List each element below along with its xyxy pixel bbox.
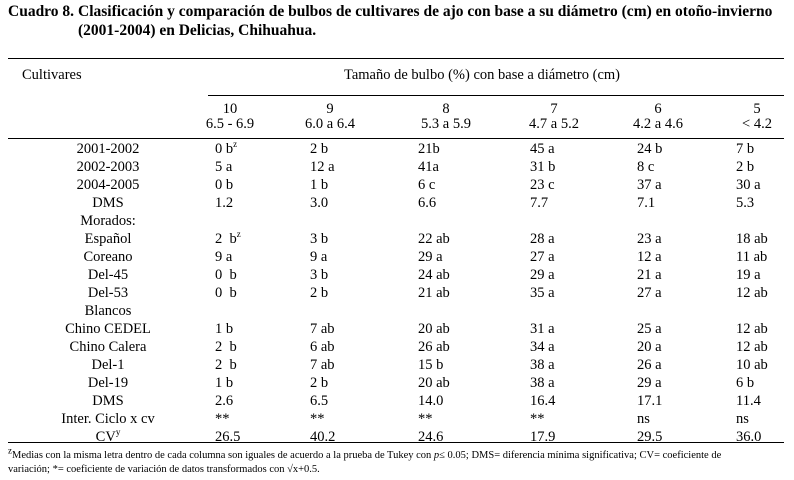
cell-value: 45 a bbox=[530, 141, 555, 157]
column-range: 5.3 a 5.9 bbox=[421, 116, 471, 132]
row-label-text: 2001-2002 bbox=[76, 141, 140, 157]
cell-value: 18 ab bbox=[736, 231, 768, 247]
cell-value: 24 b bbox=[637, 141, 663, 157]
table-cell bbox=[310, 392, 328, 410]
cell-value: 9 a bbox=[310, 249, 328, 265]
table-cell bbox=[215, 284, 237, 302]
table-cell bbox=[418, 284, 450, 302]
row-label bbox=[8, 140, 208, 158]
row-label-text: Español bbox=[84, 231, 132, 247]
top-rule bbox=[8, 58, 784, 59]
cell-value: ** bbox=[530, 411, 545, 427]
cell-value: 12 a bbox=[637, 249, 662, 265]
table-cell bbox=[637, 284, 662, 302]
column-header-3 bbox=[504, 102, 604, 132]
table-cell bbox=[637, 230, 662, 248]
table-cell bbox=[530, 410, 545, 428]
cell-value: 0 b bbox=[215, 285, 237, 301]
cell-value: 36.0 bbox=[736, 429, 762, 445]
column-header-4 bbox=[608, 102, 708, 132]
column-header-5 bbox=[707, 102, 794, 132]
cell-value: 15 b bbox=[418, 357, 444, 373]
table-cell bbox=[310, 194, 328, 212]
cell-value: 40.2 bbox=[310, 429, 336, 445]
cell-value: 12 ab bbox=[736, 285, 768, 301]
table-cell bbox=[418, 428, 443, 446]
row-label bbox=[8, 392, 208, 410]
cell-value: 11 ab bbox=[736, 249, 768, 265]
row-label bbox=[8, 338, 208, 356]
row-label bbox=[8, 374, 208, 392]
cell-value: 2 b bbox=[310, 375, 329, 391]
cell-value: ** bbox=[215, 411, 230, 427]
cell-value: 7.1 bbox=[637, 195, 656, 211]
row-label-text: Inter. Ciclo x cv bbox=[61, 411, 155, 427]
row-label-text: Coreano bbox=[83, 249, 133, 265]
table-cell bbox=[215, 140, 237, 158]
table-cell bbox=[310, 158, 335, 176]
cell-value: 14.0 bbox=[418, 393, 444, 409]
header-subrule bbox=[208, 95, 784, 96]
cell-value: 12 ab bbox=[736, 321, 768, 337]
row-label-text: Del-45 bbox=[87, 267, 129, 283]
table-cell bbox=[530, 176, 555, 194]
cell-value: 17.1 bbox=[637, 393, 663, 409]
table-cell bbox=[530, 392, 555, 410]
table-cell bbox=[530, 266, 555, 284]
cell-value: 24.6 bbox=[418, 429, 444, 445]
column-range: 6.0 a 6.4 bbox=[305, 116, 355, 132]
row-label-text: Blancos bbox=[84, 303, 132, 319]
table-cell bbox=[637, 194, 655, 212]
cell-value: 1 b bbox=[215, 375, 234, 391]
column-header-0 bbox=[180, 102, 280, 132]
cell-value: 38 a bbox=[530, 357, 555, 373]
cell-value: 31 b bbox=[530, 159, 556, 175]
column-number: 9 bbox=[326, 101, 334, 117]
title-line-2: (2001-2004) en Delicias, Chihuahua. bbox=[78, 22, 317, 39]
cell-value: 2.6 bbox=[215, 393, 234, 409]
table-cell bbox=[637, 338, 662, 356]
table-cell bbox=[418, 176, 435, 194]
cell-sup: z bbox=[233, 139, 238, 150]
cell-value: 10 ab bbox=[736, 357, 768, 373]
table-cell bbox=[637, 374, 662, 392]
table-cell bbox=[637, 410, 650, 428]
cell-value: 21b bbox=[418, 141, 440, 157]
cell-value: 19 a bbox=[736, 267, 761, 283]
table-cell bbox=[736, 392, 761, 410]
column-range: 4.2 a 4.6 bbox=[633, 116, 683, 132]
table-cell bbox=[530, 194, 548, 212]
table-cell bbox=[736, 140, 754, 158]
footnote bbox=[8, 445, 788, 477]
table-cell bbox=[418, 410, 433, 428]
table-cell bbox=[530, 230, 555, 248]
footnote-text-1a: Medias con la misma letra dentro de cada columna son iguales de acuerdo a la prueba de Tukey con bbox=[12, 450, 434, 461]
cell-value: 16.4 bbox=[530, 393, 556, 409]
cell-value: 37 a bbox=[637, 177, 662, 193]
title-line-1: Clasificación y comparación de bulbos de cultivares de ajo con base a su diámetro (cm) en otoño-invierno bbox=[78, 3, 773, 20]
column-number: 7 bbox=[550, 101, 558, 117]
cell-value: 5 a bbox=[215, 159, 233, 175]
cell-value: 25 a bbox=[637, 321, 662, 337]
table-number: Cuadro 8. bbox=[8, 3, 75, 20]
table-cell bbox=[418, 140, 440, 158]
cell-value: 3 b bbox=[310, 231, 329, 247]
cell-value: 41a bbox=[418, 159, 439, 175]
cell-value: 2 b bbox=[215, 231, 237, 247]
cell-value: 3.0 bbox=[310, 195, 329, 211]
table-cell bbox=[637, 392, 662, 410]
row-label-text: DMS bbox=[92, 393, 124, 409]
cell-value: 22 ab bbox=[418, 231, 450, 247]
table-cell bbox=[310, 410, 325, 428]
column-range: 6.5 - 6.9 bbox=[205, 116, 255, 132]
footnote-text-2: variación; *= coeficiente de variación de datos transformados con √x+0.5. bbox=[8, 464, 320, 475]
table-cell bbox=[215, 338, 237, 356]
row-label bbox=[8, 158, 208, 176]
row-label-text: 2002-2003 bbox=[76, 159, 140, 175]
table-cell bbox=[215, 392, 233, 410]
row-label bbox=[8, 176, 208, 194]
cell-value: 0 b bbox=[215, 141, 234, 157]
cell-value: 12 a bbox=[310, 159, 335, 175]
row-label-text: DMS bbox=[92, 195, 124, 211]
cell-value: 23 c bbox=[530, 177, 555, 193]
row-label bbox=[8, 212, 208, 230]
table-cell bbox=[310, 338, 335, 356]
footnote-p: p bbox=[433, 450, 440, 461]
cell-value: 7 ab bbox=[310, 357, 335, 373]
table-cell bbox=[215, 320, 233, 338]
cell-value: 17.9 bbox=[530, 429, 556, 445]
row-label-text: CV bbox=[95, 429, 116, 445]
table-cell bbox=[310, 320, 335, 338]
column-number: 6 bbox=[654, 101, 662, 117]
row-label-text: Del-19 bbox=[87, 375, 129, 391]
column-header-2 bbox=[396, 102, 496, 132]
column-range: < 4.2 bbox=[742, 116, 772, 132]
table-cell bbox=[418, 320, 450, 338]
table-cell bbox=[418, 230, 450, 248]
cell-value: 29 a bbox=[530, 267, 555, 283]
cell-value: 2 b bbox=[215, 357, 237, 373]
cell-value: 35 a bbox=[530, 285, 555, 301]
footnote-marker: z bbox=[8, 445, 12, 456]
table-cell bbox=[215, 194, 233, 212]
cell-value: 2 b bbox=[736, 159, 755, 175]
cell-value: 2 b bbox=[310, 141, 329, 157]
cell-value: 1.2 bbox=[215, 195, 234, 211]
cell-value: 27 a bbox=[530, 249, 555, 265]
cell-value: 29 a bbox=[418, 249, 443, 265]
table-cell bbox=[310, 356, 335, 374]
footnote-text-1b: ≤ 0.05; DMS= diferencia mínima significativa; CV= coeficiente de bbox=[439, 450, 722, 461]
table-cell bbox=[418, 266, 450, 284]
row-label bbox=[8, 194, 208, 212]
row-label bbox=[8, 410, 208, 428]
cell-value: 1 b bbox=[310, 177, 329, 193]
table-cell bbox=[637, 356, 662, 374]
table-cell bbox=[310, 140, 328, 158]
row-label-text: Chino CEDEL bbox=[65, 321, 151, 337]
row-label-text: Del-1 bbox=[91, 357, 125, 373]
row-label-text: Del-53 bbox=[87, 285, 129, 301]
cell-value: 38 a bbox=[530, 375, 555, 391]
row-label bbox=[8, 320, 208, 338]
table-cell bbox=[310, 428, 335, 446]
table-cell bbox=[736, 410, 749, 428]
cell-value: 6.6 bbox=[418, 195, 437, 211]
cell-value: 6 c bbox=[418, 177, 436, 193]
table-cell bbox=[215, 356, 237, 374]
cell-value: 20 ab bbox=[418, 321, 450, 337]
table-cell bbox=[736, 248, 767, 266]
column-number: 8 bbox=[442, 101, 450, 117]
table-cell bbox=[736, 356, 768, 374]
column-range: 4.7 a 5.2 bbox=[529, 116, 579, 132]
row-label-sup: y bbox=[115, 427, 121, 438]
table-cell bbox=[310, 266, 328, 284]
cell-value: 2 b bbox=[215, 339, 237, 355]
table-cell bbox=[637, 428, 662, 446]
cell-value: 9 a bbox=[215, 249, 233, 265]
table-cell bbox=[530, 374, 555, 392]
cell-value: ** bbox=[310, 411, 325, 427]
row-label-text: Chino Calera bbox=[69, 339, 147, 355]
cell-value: 26.5 bbox=[215, 429, 241, 445]
row-label bbox=[8, 302, 208, 320]
table-cell bbox=[530, 158, 555, 176]
table-cell bbox=[637, 248, 662, 266]
table-cell bbox=[736, 176, 761, 194]
cell-value: 27 a bbox=[637, 285, 662, 301]
table-cell bbox=[215, 176, 233, 194]
table-cell bbox=[310, 176, 328, 194]
cell-value: 7 ab bbox=[310, 321, 335, 337]
cell-value: 5.3 bbox=[736, 195, 755, 211]
table-cell bbox=[530, 338, 555, 356]
cell-value: 24 ab bbox=[418, 267, 450, 283]
row-label bbox=[8, 428, 208, 446]
row-label-text: Morados: bbox=[80, 213, 136, 229]
table-cell bbox=[736, 320, 768, 338]
column-header-1 bbox=[280, 102, 380, 132]
table-cell bbox=[530, 284, 555, 302]
cell-value: 26 ab bbox=[418, 339, 450, 355]
cell-value: 26 a bbox=[637, 357, 662, 373]
table-cell bbox=[310, 230, 328, 248]
cell-value: 21 a bbox=[637, 267, 662, 283]
row-label bbox=[8, 266, 208, 284]
cell-value: 6 ab bbox=[310, 339, 335, 355]
row-label bbox=[8, 248, 208, 266]
table-cell bbox=[530, 320, 555, 338]
table-cell bbox=[736, 266, 761, 284]
cell-value: 29 a bbox=[637, 375, 662, 391]
cell-value: 28 a bbox=[530, 231, 555, 247]
table-cell bbox=[215, 230, 241, 248]
column-number: 5 bbox=[753, 101, 761, 117]
table-cell bbox=[310, 248, 327, 266]
table-cell bbox=[736, 428, 761, 446]
cell-value: 29.5 bbox=[637, 429, 663, 445]
table-cell bbox=[530, 248, 555, 266]
cell-value: 0 b bbox=[215, 177, 234, 193]
bulb-size-header: Tamaño de bulbo (%) con base a diámetro (cm) bbox=[344, 67, 620, 83]
cell-sup: z bbox=[236, 229, 241, 240]
cell-value: 11.4 bbox=[736, 393, 761, 409]
cell-value: 34 a bbox=[530, 339, 555, 355]
table-cell bbox=[530, 428, 555, 446]
table-cell bbox=[736, 194, 754, 212]
table-cell bbox=[418, 158, 439, 176]
row-label bbox=[8, 230, 208, 248]
cell-value: 7.7 bbox=[530, 195, 549, 211]
header-bottom-rule bbox=[8, 138, 784, 139]
row-label bbox=[8, 356, 208, 374]
cell-value: 20 a bbox=[637, 339, 662, 355]
cell-value: 3 b bbox=[310, 267, 329, 283]
cell-value: 12 ab bbox=[736, 339, 768, 355]
cell-value: 0 b bbox=[215, 267, 237, 283]
table-cell bbox=[418, 356, 443, 374]
cell-value: 31 a bbox=[530, 321, 555, 337]
table-cell bbox=[530, 356, 555, 374]
table-cell bbox=[215, 374, 233, 392]
cell-value: 6 b bbox=[736, 375, 755, 391]
cell-value: ** bbox=[418, 411, 433, 427]
table-cell bbox=[418, 194, 436, 212]
table-cell bbox=[310, 284, 328, 302]
table-cell bbox=[736, 158, 754, 176]
table-cell bbox=[530, 140, 555, 158]
table-cell bbox=[215, 266, 237, 284]
row-label bbox=[8, 284, 208, 302]
cell-value: 1 b bbox=[215, 321, 234, 337]
cell-value: 8 c bbox=[637, 159, 655, 175]
bottom-rule bbox=[8, 442, 784, 443]
table-cell bbox=[310, 374, 328, 392]
table-cell bbox=[637, 140, 662, 158]
table-cell bbox=[736, 230, 768, 248]
row-label-text: 2004-2005 bbox=[76, 177, 140, 193]
cell-value: ns bbox=[637, 411, 650, 427]
table-cell bbox=[637, 158, 654, 176]
table-cell bbox=[736, 374, 754, 392]
cell-value: 7 b bbox=[736, 141, 755, 157]
cell-value: 21 ab bbox=[418, 285, 450, 301]
cell-value: 6.5 bbox=[310, 393, 329, 409]
cell-value: 2 b bbox=[310, 285, 329, 301]
cultivares-header: Cultivares bbox=[22, 67, 82, 83]
table-cell bbox=[418, 374, 450, 392]
cell-value: 30 a bbox=[736, 177, 761, 193]
table-cell bbox=[418, 338, 450, 356]
table-cell bbox=[215, 428, 240, 446]
table-cell bbox=[637, 266, 662, 284]
table-cell bbox=[215, 410, 230, 428]
table-cell bbox=[637, 320, 662, 338]
table-cell bbox=[736, 338, 768, 356]
cell-value: 20 ab bbox=[418, 375, 450, 391]
table-cell bbox=[637, 176, 662, 194]
table-cell bbox=[215, 158, 232, 176]
cell-value: 23 a bbox=[637, 231, 662, 247]
table-cell bbox=[418, 248, 443, 266]
column-number: 10 bbox=[222, 101, 238, 117]
table-cell bbox=[736, 284, 768, 302]
table-cell bbox=[418, 392, 443, 410]
table-cell bbox=[215, 248, 232, 266]
cell-value: ns bbox=[736, 411, 749, 427]
